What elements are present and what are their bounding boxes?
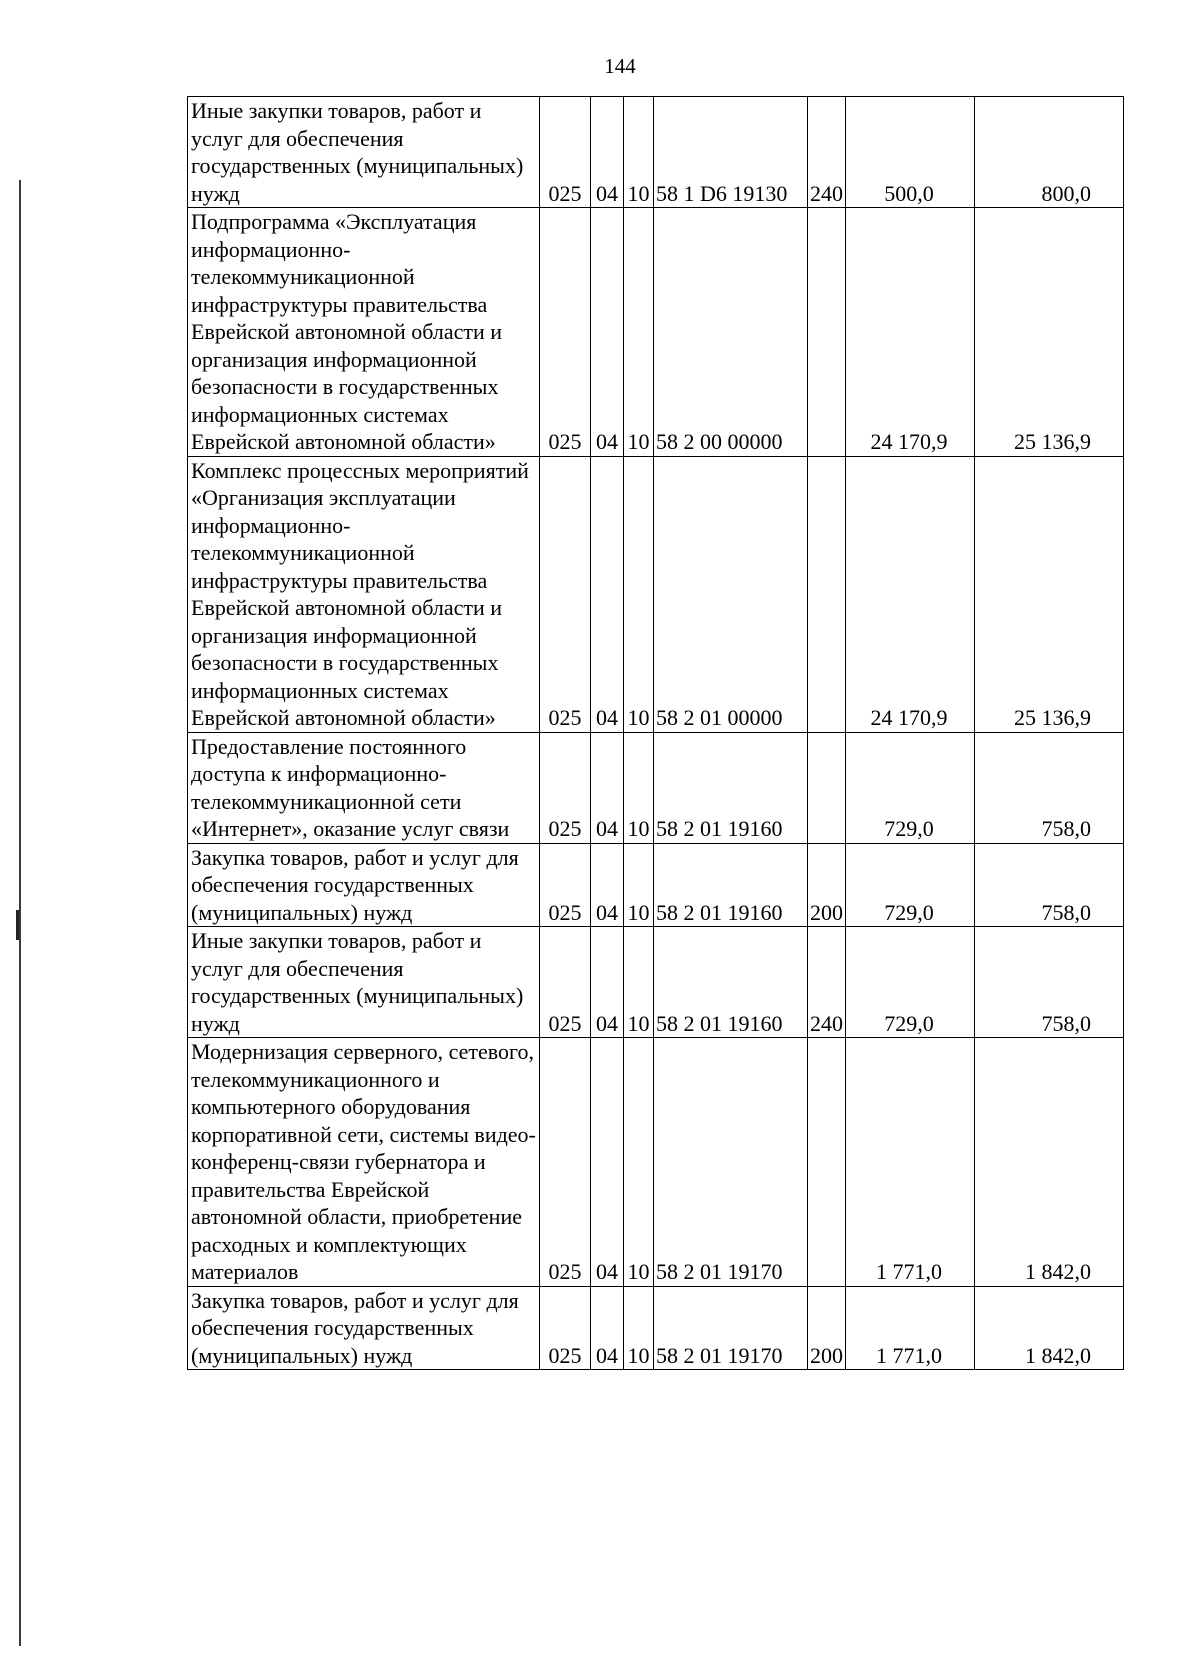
amount-year-2: 800,0 — [975, 97, 1124, 208]
table-row — [188, 97, 1124, 208]
row-name: Закупка товаров, работ и услуг для обеспечения государственных (муниципальных) нужд — [188, 1286, 540, 1370]
target-article-code: 58 1 D6 19130 — [654, 97, 808, 208]
expense-type-code: 240 — [808, 927, 846, 1038]
row-name: Подпрограмма «Эксплуатация информационно-телекоммуникационной инфраструктуры правительства Еврейской автономной области и организация информационной безопасности в государственных информационных системах Еврейской автономной области» — [188, 208, 540, 457]
section-code: 04 — [591, 97, 624, 208]
amount-year-2: 25 136,9 — [975, 456, 1124, 732]
ministry-code: 025 — [540, 927, 591, 1038]
section-code: 04 — [591, 1286, 624, 1370]
table-row — [188, 1286, 1124, 1370]
section-code: 04 — [591, 208, 624, 457]
amount-year-1: 1 771,0 — [846, 1038, 975, 1287]
target-article-code: 58 2 01 00000 — [654, 456, 808, 732]
expense-type-code — [808, 208, 846, 457]
row-name: Закупка товаров, работ и услуг для обеспечения государственных (муниципальных) нужд — [188, 843, 540, 927]
subsection-code: 10 — [624, 97, 654, 208]
expense-type-code — [808, 732, 846, 843]
target-article-code: 58 2 01 19170 — [654, 1038, 808, 1287]
row-name: Комплекс процессных мероприятий «Организация эксплуатации информационно-телекоммуникационной инфраструктуры правительства Еврейской автономной области и организация информационной безопасности в государственных информационных системах Еврейской автономной области» — [188, 456, 540, 732]
amount-year-1: 500,0 — [846, 97, 975, 208]
expense-type-code: 200 — [808, 843, 846, 927]
ministry-code: 025 — [540, 1286, 591, 1370]
expense-type-code: 200 — [808, 1286, 846, 1370]
amount-year-1: 729,0 — [846, 927, 975, 1038]
expense-type-code — [808, 456, 846, 732]
row-name: Иные закупки товаров, работ и услуг для обеспечения государственных (муниципальных) нужд — [188, 927, 540, 1038]
target-article-code: 58 2 01 19160 — [654, 927, 808, 1038]
row-name: Предоставление постоянного доступа к информационно-телекоммуникационной сети «Интернет», оказание услуг связи — [188, 732, 540, 843]
ministry-code: 025 — [540, 97, 591, 208]
amount-year-1: 24 170,9 — [846, 456, 975, 732]
section-code: 04 — [591, 843, 624, 927]
amount-year-1: 729,0 — [846, 843, 975, 927]
subsection-code: 10 — [624, 843, 654, 927]
section-code: 04 — [591, 456, 624, 732]
ministry-code: 025 — [540, 732, 591, 843]
scan-edge-mark — [16, 910, 19, 940]
ministry-code: 025 — [540, 456, 591, 732]
subsection-code: 10 — [624, 732, 654, 843]
page-number: 144 — [604, 54, 636, 78]
amount-year-2: 1 842,0 — [975, 1286, 1124, 1370]
amount-year-1: 729,0 — [846, 732, 975, 843]
budget-table — [187, 96, 1124, 1370]
amount-year-2: 1 842,0 — [975, 1038, 1124, 1287]
subsection-code: 10 — [624, 208, 654, 457]
ministry-code: 025 — [540, 208, 591, 457]
target-article-code: 58 2 00 00000 — [654, 208, 808, 457]
table-row — [188, 927, 1124, 1038]
amount-year-1: 24 170,9 — [846, 208, 975, 457]
expense-type-code — [808, 1038, 846, 1287]
row-name: Модернизация серверного, сетевого, телекоммуникационного и компьютерного оборудования корпоративной сети, системы видео-конференц-связи губернатора и правительства Еврейской автономной области, приобретение расходных и комплектующих материалов — [188, 1038, 540, 1287]
budget-table-body — [188, 97, 1124, 1370]
table-row — [188, 208, 1124, 457]
table-row — [188, 456, 1124, 732]
section-code: 04 — [591, 927, 624, 1038]
section-code: 04 — [591, 732, 624, 843]
subsection-code: 10 — [624, 1286, 654, 1370]
scan-edge-line — [19, 180, 21, 1646]
target-article-code: 58 2 01 19160 — [654, 732, 808, 843]
section-code: 04 — [591, 1038, 624, 1287]
amount-year-2: 758,0 — [975, 843, 1124, 927]
amount-year-2: 758,0 — [975, 732, 1124, 843]
table-row — [188, 732, 1124, 843]
table-row — [188, 1038, 1124, 1287]
amount-year-2: 758,0 — [975, 927, 1124, 1038]
amount-year-1: 1 771,0 — [846, 1286, 975, 1370]
table-row — [188, 843, 1124, 927]
subsection-code: 10 — [624, 927, 654, 1038]
row-name: Иные закупки товаров, работ и услуг для обеспечения государственных (муниципальных) нужд — [188, 97, 540, 208]
target-article-code: 58 2 01 19170 — [654, 1286, 808, 1370]
subsection-code: 10 — [624, 1038, 654, 1287]
target-article-code: 58 2 01 19160 — [654, 843, 808, 927]
subsection-code: 10 — [624, 456, 654, 732]
ministry-code: 025 — [540, 843, 591, 927]
expense-type-code: 240 — [808, 97, 846, 208]
amount-year-2: 25 136,9 — [975, 208, 1124, 457]
ministry-code: 025 — [540, 1038, 591, 1287]
